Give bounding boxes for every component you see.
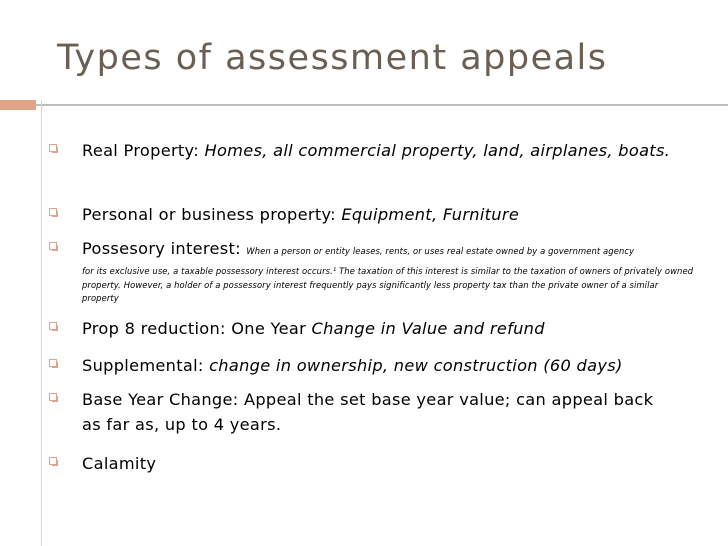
bullet-item-real-property [49, 138, 709, 163]
bullet-detail-first-line: When a person or entity leases, rents, or uses real estate owned by a government agency [246, 246, 635, 256]
bullet-label: Calamity [82, 454, 157, 473]
bullet-detail-rest: for its exclusive use, a taxable possessory interest occurs.¹ The taxation of this interest is similar to the taxation of owners of privately owned property. However, a holder of a possessory interest frequently pays significantly less property tax than the private owner of a similar property [82, 266, 694, 303]
bullet-detail: change in ownership, new construction (60 days) [209, 356, 623, 375]
square-bullet-icon [49, 242, 57, 250]
square-bullet-icon [49, 393, 57, 401]
bullet-label: Base Year Change: Appeal the set base year value; can appeal back as far as, up to 4 years. [82, 390, 654, 434]
bullet-label: Prop 8 reduction: One Year [82, 319, 312, 338]
square-bullet-icon [49, 208, 57, 216]
square-bullet-icon [49, 359, 57, 367]
title-divider [36, 104, 728, 106]
bullet-label: Real Property: [82, 141, 205, 160]
bullet-item-prop8 [49, 316, 709, 341]
bullet-detail: Homes, all commercial property, land, airplanes, boats. [204, 141, 671, 160]
square-bullet-icon [49, 322, 57, 330]
slide-title: Types of assessment appeals [57, 38, 608, 78]
bullet-label: Possesory interest: [82, 239, 247, 258]
title-accent-bar [0, 100, 36, 110]
bullet-item-personal-property [49, 202, 709, 227]
bullet-label: Supplemental: [82, 356, 210, 375]
bullet-label: Personal or business property: [82, 205, 342, 224]
bullet-detail: Equipment, Furniture [341, 205, 520, 224]
bullet-detail: Change in Value and refund [311, 319, 545, 338]
bullet-item-base-year-change [49, 387, 709, 437]
bullet-item-supplemental [49, 353, 709, 378]
bullet-item-calamity [49, 451, 709, 476]
left-vertical-rule [41, 100, 42, 546]
square-bullet-icon [49, 144, 57, 152]
square-bullet-icon [49, 457, 57, 465]
bullet-item-possesory-interest [49, 236, 709, 306]
